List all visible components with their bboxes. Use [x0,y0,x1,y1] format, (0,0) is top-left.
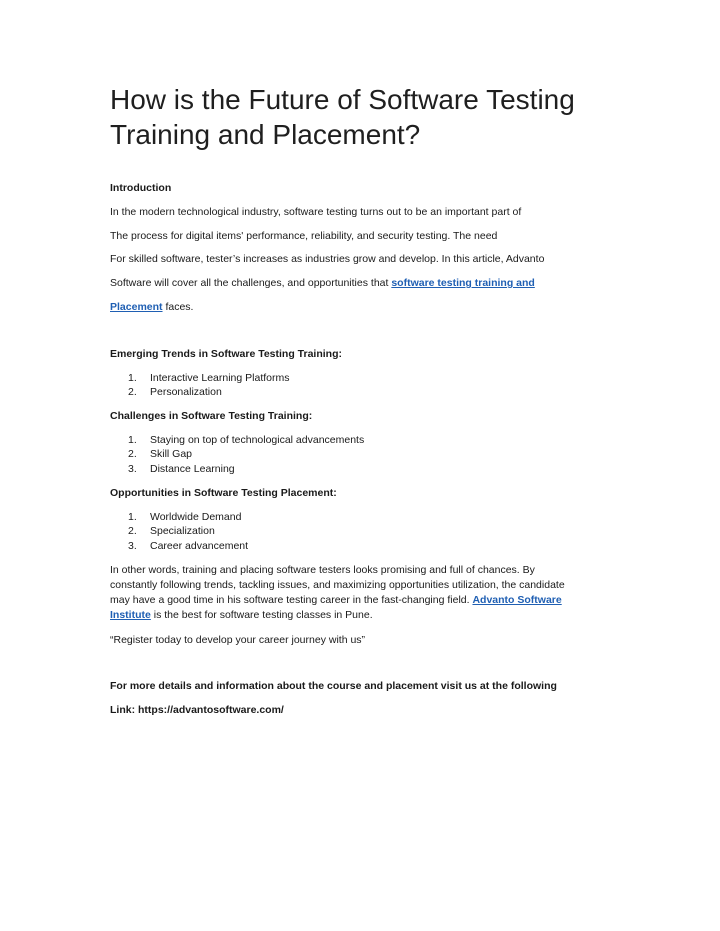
advanto-software-link[interactable]: Advanto Software [472,594,562,606]
register-quote: “Register today to develop your career journey with us” [110,634,366,646]
conclusion-paragraph [110,563,610,623]
software-testing-training-link[interactable]: software testing training and [391,277,535,289]
list-item: 2. Personalization [128,386,222,398]
conclusion-line-1: In other words, training and placing software testers looks promising and full of chances. By [110,564,535,576]
trends-heading: Emerging Trends in Software Testing Training: [110,348,342,360]
intro-heading: Introduction [110,182,172,194]
intro-line-3: For skilled software, tester’s increases as industries grow and develop. In this article, Advanto [110,253,545,265]
list-item: 1. Staying on top of technological advancements [128,434,365,446]
footer-link-line: Link: https://advantosoftware.com/ [110,704,284,716]
title-line-1: How is the Future of Software Testing [110,84,575,115]
list-item: 2. Skill Gap [128,448,193,460]
list-item: 1. Interactive Learning Platforms [128,372,290,384]
title-line-2: Training and Placement? [110,119,421,150]
conclusion-line-4: Institute is the best for software testing classes in Pune. [110,609,373,621]
challenges-heading: Challenges in Software Testing Training: [110,410,313,422]
page-title [110,82,670,152]
intro-line-5 [110,300,193,314]
intro-line-1: In the modern technological industry, software testing turns out to be an important part of [110,206,522,218]
intro-line-4-text: Software will cover all the challenges, and opportunities that [110,277,392,289]
list-item: 1. Worldwide Demand [128,511,242,523]
institute-link[interactable]: Institute [110,609,151,621]
placement-link[interactable]: Placement [110,301,163,313]
list-item: 2. Specialization [128,525,215,537]
list-item: 3. Distance Learning [128,463,235,475]
intro-line-4 [110,276,535,290]
intro-line-5-text: faces. [162,301,194,313]
opportunities-heading: Opportunities in Software Testing Placement: [110,487,337,499]
conclusion-line-2: constantly following trends, tackling issues, and maximizing opportunities utilization, the candidate [110,579,565,591]
footer-line-1: For more details and information about the course and placement visit us at the following [110,680,557,692]
intro-line-2: The process for digital items' performance, reliability, and security testing. The need [110,230,498,242]
list-item: 3. Career advancement [128,540,249,552]
conclusion-line-3: may have a good time in his software testing career in the fast-changing field. Advanto Software [110,594,562,606]
